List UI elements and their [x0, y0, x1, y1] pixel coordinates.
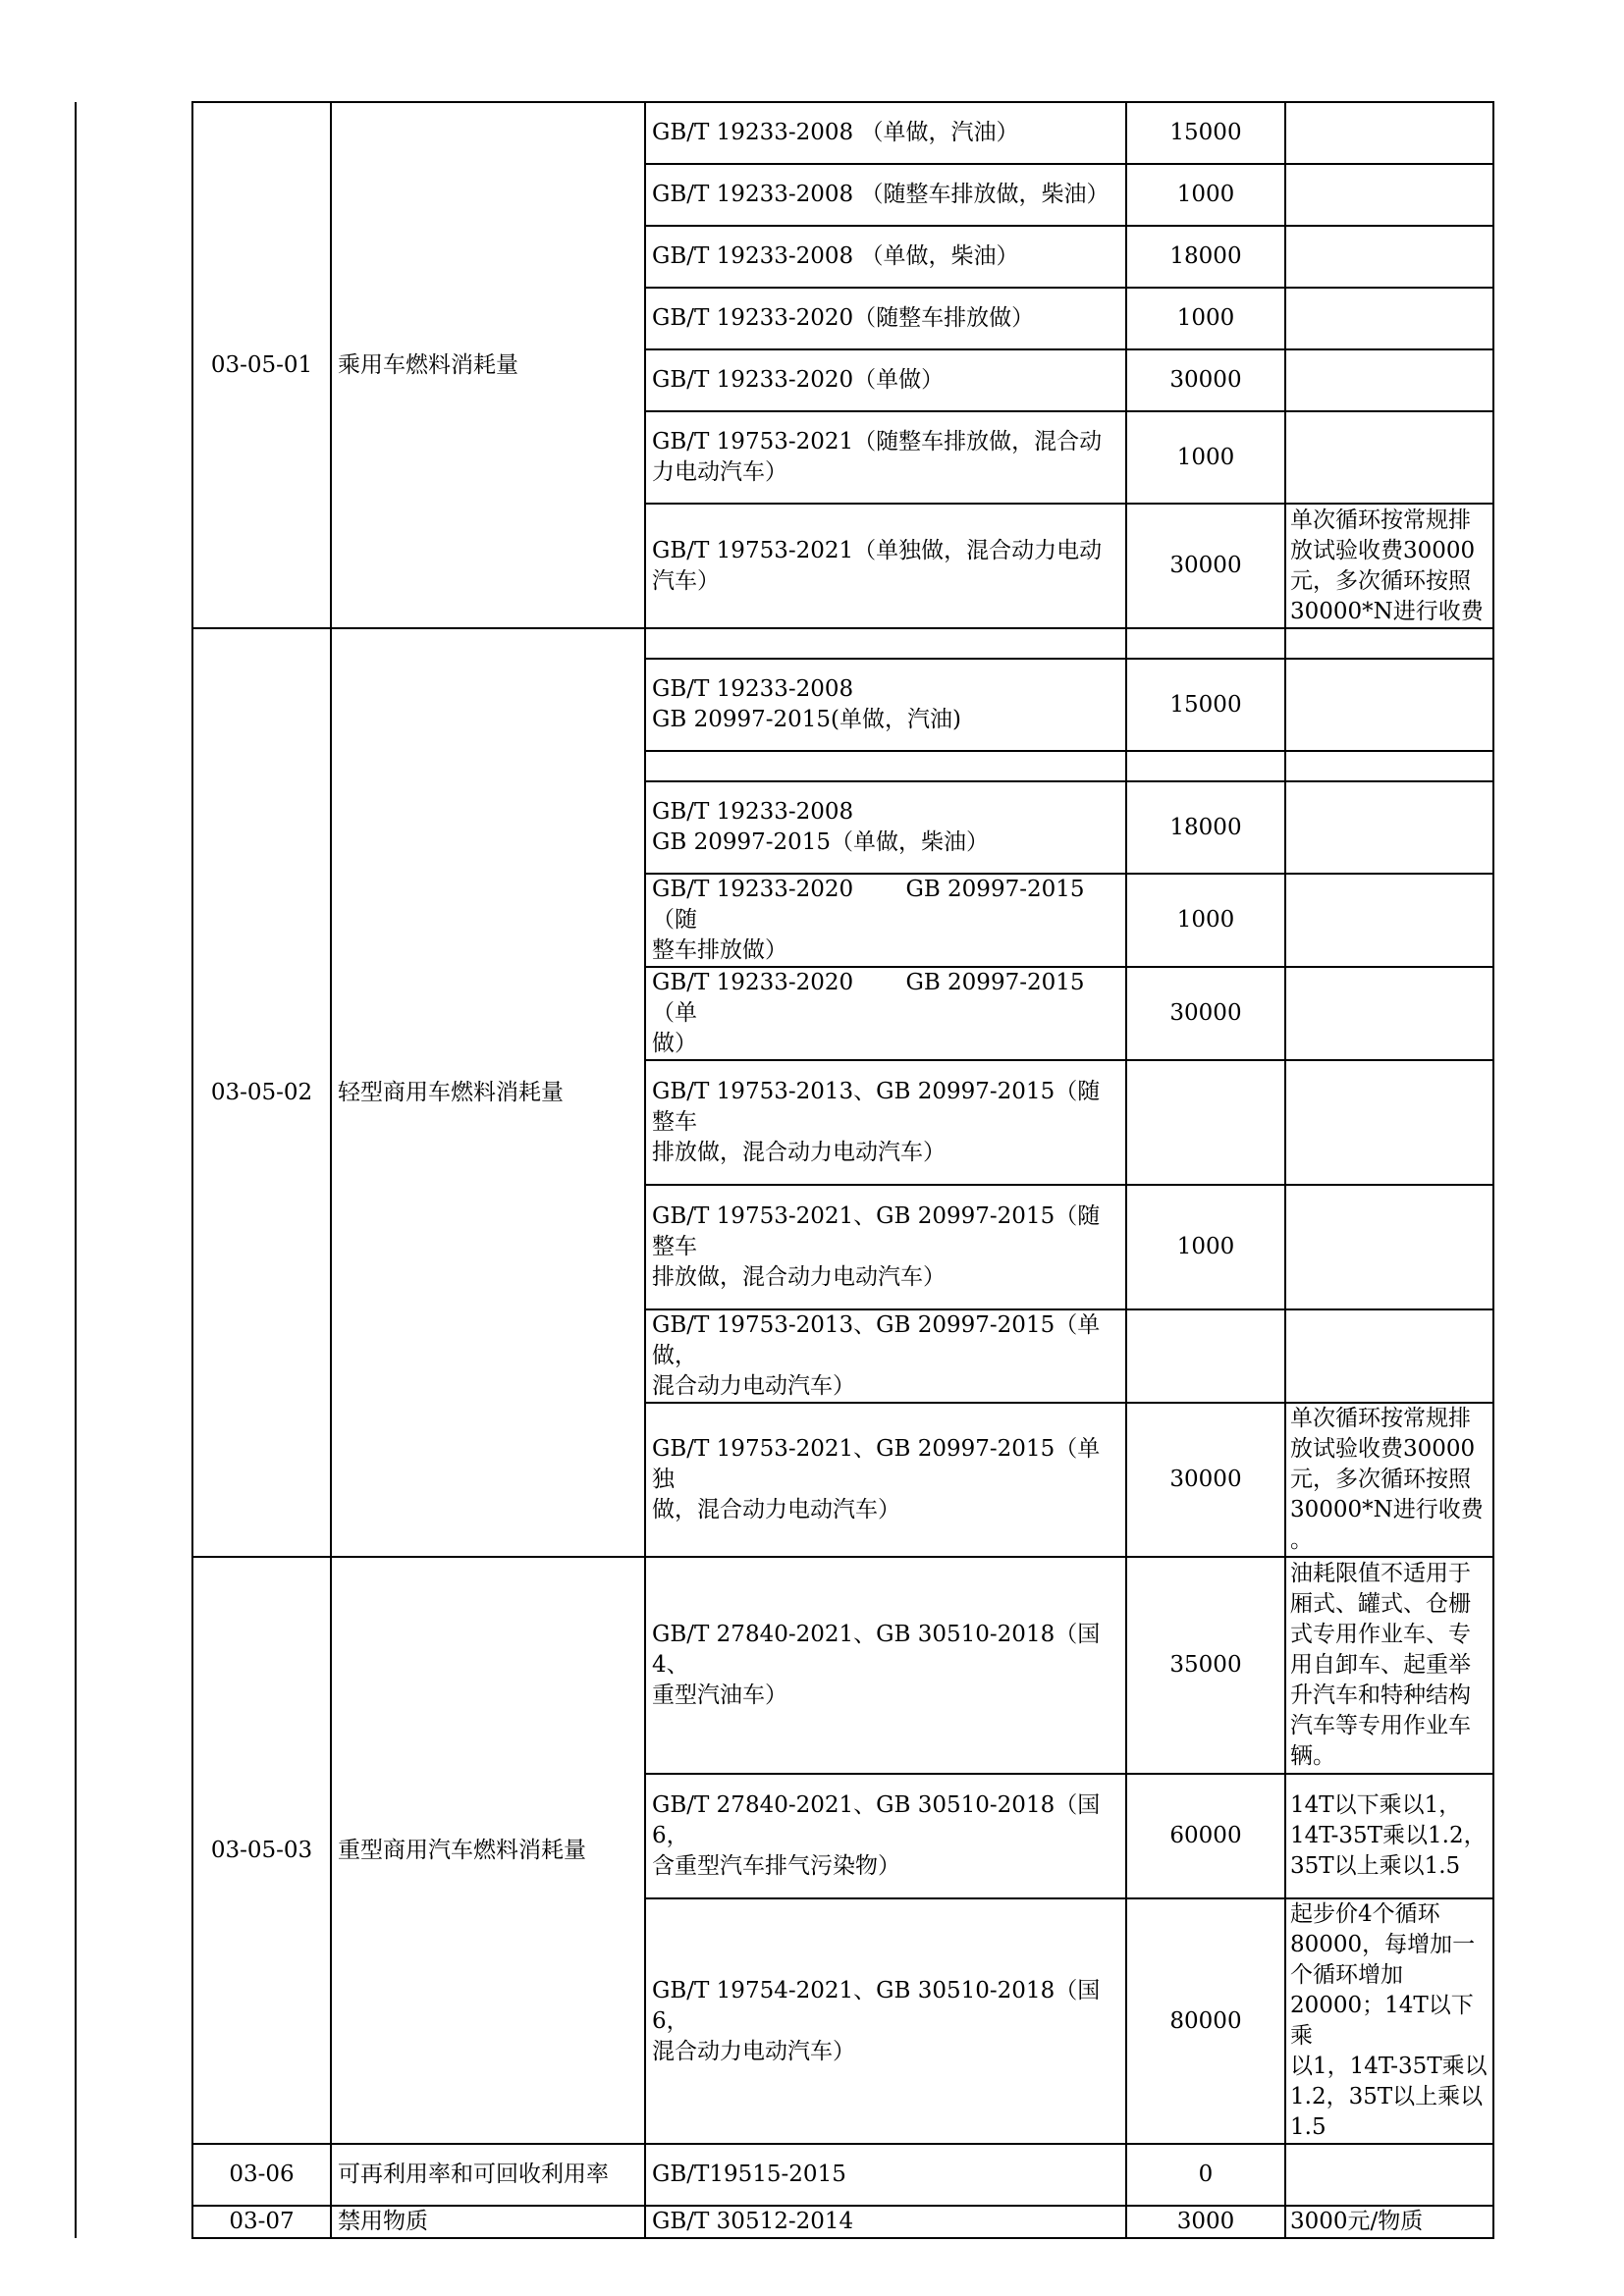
price-cell [1126, 1060, 1285, 1185]
note-cell-line: 放试验收费30000 [1290, 1436, 1476, 1462]
note-cell-line: 。 [1290, 1527, 1313, 1553]
item-code [192, 2144, 331, 2206]
note-cell-line: 单次循环按常规排 [1290, 507, 1471, 533]
standard-cell-line: GB/T19515-2015 [652, 2162, 846, 2187]
standard-cell-line: GB/T 19233-2008 [652, 799, 854, 825]
price-cell [1126, 628, 1285, 659]
price-cell [1126, 1898, 1285, 2144]
standard-cell [645, 1185, 1126, 1309]
note-cell [1285, 1060, 1493, 1185]
note-cell-line: 以1，14T-35T乘以 [1290, 2054, 1488, 2079]
price-cell [1126, 288, 1285, 349]
note-cell-line: 元，多次循环按照 [1290, 1467, 1471, 1492]
price-cell [1126, 967, 1285, 1060]
standard-cell-line: GB/T 19233-2008 （单做，汽油） [652, 120, 1019, 145]
standard-cell [645, 504, 1126, 628]
note-cell-line: 35T以上乘以1.5 [1290, 1853, 1461, 1879]
note-cell-line: 14T以下乘以1， [1290, 1792, 1462, 1818]
standard-cell-line: GB/T 19753-2021、GB 20997-2015（随整车 [652, 1203, 1101, 1259]
price-cell-line: 15000 [1169, 120, 1242, 145]
standard-cell-line: GB/T 19233-2020 GB 20997-2015（随 [652, 877, 1085, 933]
price-cell [1126, 2144, 1285, 2206]
item-name [331, 2144, 645, 2206]
standard-cell-line: GB/T 19233-2020（随整车排放做） [652, 305, 1035, 331]
standard-cell-line: GB/T 19233-2008 （单做，柴油） [652, 243, 1019, 269]
standard-cell-line: GB/T 19753-2021、GB 20997-2015（单独 [652, 1436, 1101, 1492]
item-code-line: 03-05-01 [210, 351, 313, 378]
standard-cell-line: 排放做，混合动力电动汽车） [652, 1140, 946, 1165]
price-cell [1126, 164, 1285, 226]
standard-cell [645, 1774, 1126, 1898]
standard-cell-line: 力电动汽车） [652, 459, 787, 485]
standard-cell-line: GB/T 19233-2008 （随整车排放做，柴油） [652, 182, 1110, 207]
item-code [192, 628, 331, 1557]
table-row [76, 1557, 1493, 1774]
price-cell-line: 30000 [1169, 1000, 1242, 1026]
standard-cell [645, 411, 1126, 504]
price-cell [1126, 2206, 1285, 2238]
note-cell-line: 放试验收费30000 [1290, 537, 1476, 563]
empty-category-column [76, 102, 192, 2238]
standard-cell-line: 重型汽油车） [652, 1682, 787, 1708]
note-cell [1285, 2144, 1493, 2206]
standard-cell-line: GB/T 19233-2020 GB 20997-2015（单 [652, 970, 1085, 1026]
note-cell [1285, 874, 1493, 967]
standard-cell [645, 2144, 1126, 2206]
note-cell-line: 30000*N进行收费 [1290, 598, 1484, 624]
item-name-line: 重型商用汽车燃料消耗量 [338, 1837, 586, 1863]
fee-table [75, 101, 1494, 2239]
price-cell [1126, 1774, 1285, 1898]
price-cell-line: 1000 [1176, 444, 1235, 470]
note-cell-line: 辆。 [1290, 1743, 1335, 1769]
note-cell-line: 30000*N进行收费 [1290, 1497, 1484, 1522]
item-name-line: 乘用车燃料消耗量 [338, 351, 518, 378]
note-cell [1285, 1309, 1493, 1403]
price-cell [1126, 1309, 1285, 1403]
standard-cell-line: GB 20997-2015（单做，柴油） [652, 829, 990, 855]
note-cell [1285, 1774, 1493, 1898]
price-cell-line: 1000 [1176, 305, 1235, 331]
table-row [76, 628, 1493, 659]
standard-cell-line: GB/T 19753-2021（单独做，混合动力电动 [652, 537, 1103, 563]
note-cell [1285, 1898, 1493, 2144]
standard-cell-line: 混合动力电动汽车） [652, 1373, 855, 1399]
standard-cell-line: GB/T 27840-2021、GB 30510-2018（国4、 [652, 1622, 1101, 1678]
note-cell-line: 起步价4个循环 [1290, 1901, 1440, 1927]
note-cell-line: 式专用作业车、专 [1290, 1622, 1471, 1647]
table-row [76, 2206, 1493, 2238]
note-cell [1285, 967, 1493, 1060]
standard-cell [645, 102, 1126, 164]
note-cell [1285, 164, 1493, 226]
note-cell-line: 1.2，35T以上乘以 [1290, 2084, 1484, 2109]
standard-cell [645, 349, 1126, 411]
price-cell [1126, 411, 1285, 504]
standard-cell [645, 1403, 1126, 1557]
standard-cell [645, 659, 1126, 751]
standard-cell [645, 781, 1126, 874]
note-cell-line: 20000；14T以下乘 [1290, 1993, 1474, 2049]
item-code-line: 03-05-02 [210, 1079, 313, 1105]
standard-cell-line: GB/T 19233-2020（单做） [652, 367, 945, 393]
note-cell [1285, 751, 1493, 781]
note-cell [1285, 226, 1493, 288]
price-cell [1126, 1557, 1285, 1774]
item-code-line: 03-07 [229, 2209, 295, 2234]
note-cell [1285, 102, 1493, 164]
price-cell-line: 30000 [1169, 553, 1242, 578]
standard-cell [645, 1309, 1126, 1403]
standard-cell [645, 874, 1126, 967]
standard-cell-line: GB/T 19233-2008 [652, 676, 854, 702]
standard-cell-line: GB/T 19753-2013、GB 20997-2015（单做， [652, 1312, 1101, 1368]
note-cell [1285, 1403, 1493, 1557]
standard-cell-line: GB/T 27840-2021、GB 30510-2018（国6， [652, 1792, 1101, 1848]
standard-cell-line: GB/T 19753-2021（随整车排放做，混合动 [652, 429, 1103, 454]
note-cell-line: 厢式、罐式、仓栅 [1290, 1591, 1471, 1617]
price-cell-line: 18000 [1169, 243, 1242, 269]
note-cell [1285, 288, 1493, 349]
note-cell [1285, 1557, 1493, 1774]
item-name-line: 轻型商用车燃料消耗量 [338, 1079, 564, 1105]
note-cell [1285, 411, 1493, 504]
note-cell-line: 14T-35T乘以1.2， [1290, 1823, 1487, 1848]
standard-cell-line: GB/T 19753-2013、GB 20997-2015（随整车 [652, 1079, 1101, 1135]
price-cell [1126, 226, 1285, 288]
standard-cell [645, 2206, 1126, 2238]
price-cell-line: 35000 [1169, 1652, 1242, 1678]
item-code [192, 1557, 331, 2144]
note-cell-line: 3000元/物质 [1290, 2209, 1424, 2234]
standard-cell-line: 排放做，混合动力电动汽车） [652, 1264, 946, 1290]
standard-cell [645, 226, 1126, 288]
price-cell-line: 1000 [1176, 182, 1235, 207]
price-cell-line: 1000 [1176, 907, 1235, 933]
price-cell-line: 1000 [1176, 1234, 1235, 1259]
table-row [76, 102, 1493, 164]
note-cell [1285, 1185, 1493, 1309]
item-name [331, 1557, 645, 2144]
item-code-line: 03-05-03 [210, 1837, 313, 1863]
standard-cell-line: 含重型汽车排气污染物） [652, 1853, 900, 1879]
price-cell [1126, 751, 1285, 781]
note-cell [1285, 781, 1493, 874]
note-cell-line: 汽车等专用作业车 [1290, 1713, 1471, 1738]
item-code-line: 03-06 [229, 2162, 295, 2187]
item-name [331, 628, 645, 1557]
price-cell [1126, 659, 1285, 751]
standard-cell [645, 751, 1126, 781]
item-name [331, 2206, 645, 2238]
note-cell-line: 油耗限值不适用于 [1290, 1561, 1471, 1586]
note-cell-line: 升汽车和特种结构 [1290, 1682, 1471, 1708]
price-cell-line: 18000 [1169, 814, 1242, 840]
standard-cell [645, 1060, 1126, 1185]
note-cell-line: 1.5 [1290, 2114, 1326, 2140]
standard-cell [645, 1898, 1126, 2144]
price-cell-line: 0 [1198, 2162, 1214, 2187]
standard-cell-line: 汽车） [652, 567, 720, 594]
standard-cell-line: 做，混合动力电动汽车） [652, 1497, 900, 1522]
note-cell-line: 个循环增加 [1290, 1962, 1403, 1988]
price-cell [1126, 102, 1285, 164]
price-cell-line: 60000 [1169, 1823, 1242, 1848]
price-cell-line: 3000 [1176, 2209, 1235, 2234]
standard-cell-line: 整车排放做） [652, 937, 787, 963]
item-name-line: 禁用物质 [338, 2209, 428, 2234]
item-code [192, 102, 331, 628]
item-code [192, 2206, 331, 2238]
note-cell-line: 单次循环按常规排 [1290, 1406, 1471, 1431]
note-cell [1285, 349, 1493, 411]
standard-cell-line: GB 20997-2015(单做，汽油) [652, 707, 962, 732]
standard-cell [645, 288, 1126, 349]
note-cell [1285, 659, 1493, 751]
standard-cell [645, 967, 1126, 1060]
standard-cell-line: GB/T 19754-2021、GB 30510-2018（国6， [652, 1977, 1101, 2034]
table-row [76, 2144, 1493, 2206]
price-cell-line: 30000 [1169, 367, 1242, 393]
price-cell [1126, 504, 1285, 628]
item-name [331, 102, 645, 628]
standard-cell [645, 1557, 1126, 1774]
note-cell-line: 元，多次循环按照 [1290, 567, 1471, 594]
price-cell [1126, 1185, 1285, 1309]
note-cell-line: 用自卸车、起重举 [1290, 1652, 1471, 1678]
note-cell-line: 80000，每增加一 [1290, 1932, 1476, 1957]
note-cell [1285, 628, 1493, 659]
standard-cell-line: 做） [652, 1031, 697, 1056]
item-name-line: 可再利用率和可回收利用率 [338, 2162, 609, 2187]
price-cell [1126, 874, 1285, 967]
price-cell [1126, 349, 1285, 411]
note-cell [1285, 2206, 1493, 2238]
price-cell [1126, 781, 1285, 874]
standard-cell-line: 混合动力电动汽车） [652, 2038, 855, 2064]
standard-cell [645, 164, 1126, 226]
standard-cell-line: GB/T 30512-2014 [652, 2209, 854, 2234]
note-cell [1285, 504, 1493, 628]
price-cell-line: 15000 [1169, 691, 1242, 718]
price-cell-line: 30000 [1169, 1467, 1242, 1492]
price-cell [1126, 1403, 1285, 1557]
price-cell-line: 80000 [1169, 2007, 1242, 2034]
standard-cell [645, 628, 1126, 659]
